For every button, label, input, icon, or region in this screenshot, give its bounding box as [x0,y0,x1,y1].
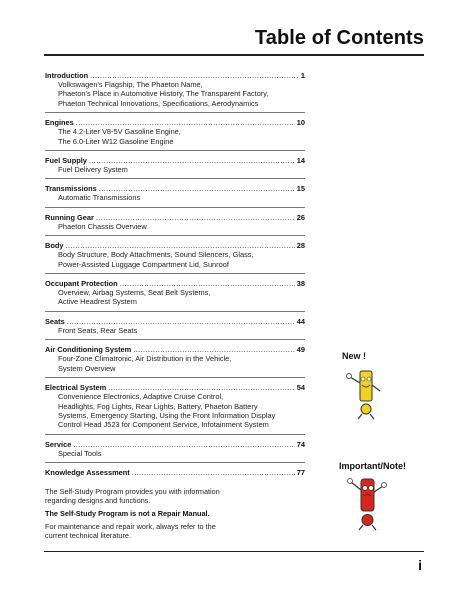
toc-entry-label: Fuel Supply [45,156,87,166]
toc-entry-page: 49 [296,345,305,355]
toc-leader-dots [65,241,294,250]
toc-separator [45,434,305,435]
toc-entry-label: Body [45,241,64,251]
toc-separator [45,311,305,312]
toc-entry-label: Transmissions [45,184,97,194]
toc-entry-label: Knowledge Assessment [45,468,130,478]
toc-entry-heading [45,468,305,477]
toc-separator [45,377,305,378]
toc-entry-label: Running Gear [45,212,94,222]
toc-section [45,317,305,340]
toc-entry-page: 28 [296,241,305,251]
toc-section [45,383,305,435]
toc-subtopic: System Overview [58,363,116,373]
toc-separator [45,462,305,463]
toc-entry-heading [45,184,305,193]
toc-section [45,71,305,113]
toc-section [45,279,305,312]
toc-subtopic: Four-Zone Climatronic, Air Distribution in the Vehicle, [58,354,232,364]
toc-entry-heading [45,317,305,326]
toc-subtopic: Active Headrest System [58,297,137,307]
toc-subtopic: Convenience Electronics, Adaptive Cruise Control, [58,392,224,402]
toc-section [45,468,305,477]
toc-subtopic: The 6.0-Liter W12 Gasoline Engine [58,136,174,146]
toc-subtopic: The 4.2-Liter V8-5V Gasoline Engine, [58,127,181,137]
toc-entry-page: 74 [296,439,305,449]
important-note-mascot-icon [346,474,388,532]
toc-leader-dots [73,440,294,449]
footer-text-1: The Self-Study Program provides you with information [45,487,220,496]
toc-section [45,345,305,378]
toc-entry-heading [45,156,305,165]
toc-entry-page: 10 [296,118,305,128]
toc-entry-page: 26 [296,212,305,222]
toc-entry-heading [45,118,305,127]
toc-subtopic: Fuel Delivery System [58,165,128,175]
toc-section [45,241,305,274]
footer-bold-note: The Self-Study Program is not a Repair Manual. [45,509,210,518]
toc-entry-label: Service [45,439,72,449]
toc-entry-label: Introduction [45,71,89,80]
toc-subtopic: Power-Assisted Luggage Compartment Lid, Sunroof [58,259,229,269]
toc-separator [45,339,305,340]
toc-entry-heading [45,345,305,354]
toc-entry-page: 54 [296,383,305,393]
toc-leader-dots [99,184,295,193]
toc-entry-label: Seats [45,316,65,326]
toc-subtopic: Front Seats, Rear Seats [58,325,138,335]
toc-entry-heading [45,383,305,392]
toc-entry-label: Air Conditioning System [45,345,132,355]
toc-separator [45,273,305,274]
toc-leader-dots [120,279,295,288]
footer-text-2: regarding designs and functions. [45,496,151,505]
footer-rule [44,551,424,552]
title-rule [44,54,424,56]
toc-leader-dots [96,213,295,222]
toc-subtopic: Body Structure, Body Attachments, Sound Silencers, Glass, [58,250,254,260]
toc-subtopic: Automatic Transmissions [58,193,141,203]
toc-leader-dots [133,345,295,354]
toc-separator [45,112,305,113]
toc-leader-dots [90,71,299,80]
toc-entry-page: 1 [300,71,305,80]
toc-subtopic: Overview, Airbag Systems, Seat Belt Systems, [58,288,211,298]
callout-important: Important/Note! [339,461,406,471]
toc-subtopic: Special Tools [58,448,102,458]
toc-section [45,156,305,179]
toc-separator [45,150,305,151]
footer-text-4: current technical literature. [45,531,131,540]
toc-leader-dots [76,118,295,127]
toc-list [45,71,305,477]
toc-leader-dots [89,156,295,165]
toc-section [45,184,305,207]
page-number: i [418,557,422,573]
callout-new: New ! [342,351,367,361]
toc-entry-page: 15 [296,184,305,194]
page-title: Table of Contents [254,27,424,49]
toc-entry-page: 44 [296,316,305,326]
toc-separator [45,235,305,236]
toc-subtopic: Headlights, Fog Lights, Rear Lights, Battery, Phaeton Battery [58,401,258,411]
toc-entry-label: Engines [45,118,74,128]
toc-entry-page: 14 [296,156,305,166]
toc-subtopic: Volkswagen's Flagship, The Phaeton Name, [58,80,203,89]
toc-entry-label: Electrical System [45,383,107,393]
toc-entry-label: Occupant Protection [45,279,118,289]
toc-entry-page: 77 [296,468,305,478]
toc-entry-heading [45,71,305,80]
toc-subtopic: Phaeton's Place in Automotive History, The Transparent Factory, [58,89,269,99]
toc-separator [45,207,305,208]
toc-subtopic: Phaeton Technical Innovations, Specifications, Aerodynamics [58,98,259,108]
toc-separator [45,178,305,179]
toc-entry-heading [45,279,305,288]
toc-entry-heading [45,241,305,250]
toc-entry-heading [45,440,305,449]
toc-section [45,213,305,236]
toc-leader-dots [67,317,295,326]
toc-section [45,440,305,463]
toc-section [45,118,305,151]
toc-entry-page: 38 [296,279,305,289]
toc-leader-dots [132,468,295,477]
new-info-mascot-icon [344,365,386,421]
toc-subtopic: Systems, Emergency Starting, Using the Front Information Display [58,410,276,420]
toc-leader-dots [108,383,295,392]
toc-subtopic: Phaeton Chassis Overview [58,221,147,231]
toc-subtopic: Control Head J523 for Component Service, Infotainment System [58,420,269,430]
footer-text-3: For maintenance and repair work, always refer to the [45,522,216,531]
toc-entry-heading [45,213,305,222]
